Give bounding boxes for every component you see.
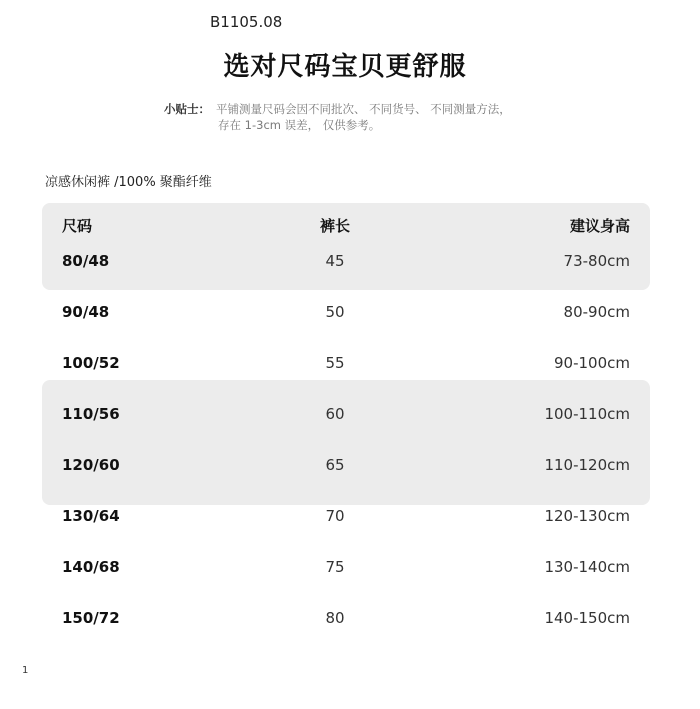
cell-length: 55 [325, 354, 345, 372]
cell-height: 130-140cm [544, 558, 630, 576]
cell-height: 73-80cm [563, 252, 630, 270]
header-size: 尺码 [62, 217, 93, 235]
table-row [42, 603, 650, 633]
table-row [42, 297, 650, 327]
page-number: 1 [22, 665, 29, 676]
cell-height: 100-110cm [544, 405, 630, 423]
size-tip [164, 101, 511, 133]
cell-size: 120/60 [62, 456, 120, 474]
header-length: 裤长 [319, 217, 350, 235]
header-height: 建议身高 [569, 217, 630, 235]
cell-height: 110-120cm [544, 456, 630, 474]
product-description: 凉感休闲裤 /100% 聚酯纤维 [45, 175, 212, 190]
table-row [42, 552, 650, 582]
cell-length: 70 [325, 507, 345, 525]
cell-length: 60 [325, 405, 345, 423]
cell-length: 75 [325, 558, 345, 576]
cell-height: 120-130cm [544, 507, 630, 525]
cell-length: 65 [325, 456, 345, 474]
table-row [42, 450, 650, 480]
table-row [42, 348, 650, 378]
table-row [42, 246, 650, 276]
cell-height: 80-90cm [563, 303, 630, 321]
cell-length: 45 [325, 252, 345, 270]
cell-height: 90-100cm [554, 354, 630, 372]
cell-size: 130/64 [62, 507, 120, 525]
cell-size: 100/52 [62, 354, 120, 372]
product-code: B1105.08 [210, 13, 283, 31]
cell-size: 150/72 [62, 609, 120, 627]
tip-line-2: 存在 1-3cm 误差， 仅供参考。 [218, 118, 381, 132]
cell-size: 140/68 [62, 558, 120, 576]
page-title: 选对尺码宝贝更舒服 [223, 52, 467, 82]
table-header [42, 211, 650, 241]
table-row [42, 399, 650, 429]
cell-length: 50 [325, 303, 345, 321]
cell-size: 80/48 [62, 252, 110, 270]
cell-size: 110/56 [62, 405, 120, 423]
cell-height: 140-150cm [544, 609, 630, 627]
table-row [42, 501, 650, 531]
tip-line-1: 平铺测量尺码会因不同批次、 不同货号、 不同测量方法， [216, 102, 511, 116]
cell-length: 80 [325, 609, 345, 627]
cell-size: 90/48 [62, 303, 110, 321]
tip-label: 小贴士： [164, 102, 210, 116]
